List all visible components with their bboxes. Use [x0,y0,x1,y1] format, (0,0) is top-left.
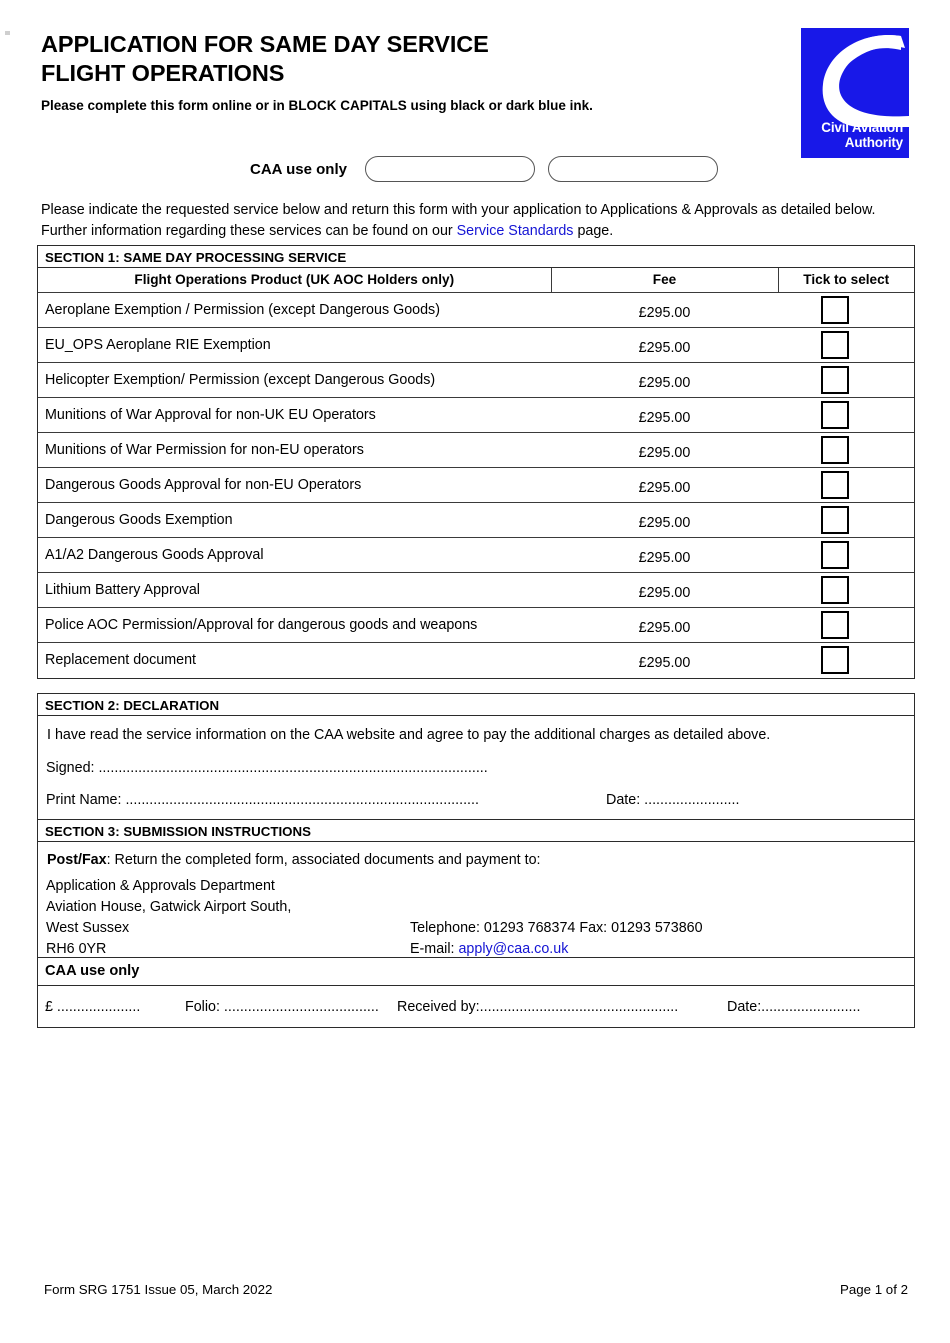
column-header-tick: Tick to select [778,268,914,293]
intro-text-part1: Please indicate the requested service below and return this form with your application to Applications & Approvals as detailed below. Further information regarding these services can be found on our [41,202,876,239]
caa-use-only-label: CAA use only [250,160,347,178]
products-table-body [38,293,914,678]
fee-cell: £295.00 [551,328,778,363]
address-line-1: Application & Approvals Department [46,878,275,894]
fee-cell: £295.00 [551,433,778,468]
table-row [38,503,914,538]
column-header-fee: Fee [551,268,778,293]
product-name-cell: Police AOC Permission/Approval for dangerous goods and weapons [38,608,551,643]
postfax-instruction [46,849,906,876]
caa-use-only-bottom [37,957,915,1028]
document-header [41,30,921,114]
section-2 [37,693,915,821]
section-3 [37,819,915,969]
page-footer [44,1282,908,1297]
contact-details [410,876,703,960]
table-row [38,643,914,678]
folio-field[interactable]: Folio: ....................................... [185,999,379,1015]
tick-cell [778,433,914,468]
service-standards-link[interactable]: Service Standards [456,222,574,239]
tick-cell [778,608,914,643]
fee-cell: £295.00 [551,573,778,608]
fee-cell: £295.00 [551,363,778,398]
section-2-banner: SECTION 2: DECLARATION [38,694,914,716]
address-line-3: West Sussex [46,920,130,936]
table-row [38,538,914,573]
table-row [38,328,914,363]
tick-checkbox[interactable] [821,296,849,324]
caa-use-field-2[interactable] [548,156,718,182]
tick-cell [778,398,914,433]
product-name-cell: Lithium Battery Approval [38,573,551,608]
tick-cell [778,293,914,328]
product-name-cell: A1/A2 Dangerous Goods Approval [38,538,551,573]
fee-cell: £295.00 [551,503,778,538]
fee-cell: £295.00 [551,643,778,678]
signature-field[interactable]: Signed: .................................................................................................. [46,760,488,776]
caa-logo-line-2: Authority [844,134,903,150]
received-by-field[interactable]: Received by:.................................................. [397,999,679,1015]
table-row [38,293,914,328]
fee-cell: £295.00 [551,468,778,503]
email-label: E-mail: [410,941,459,957]
tick-cell [778,573,914,608]
declaration-text: I have read the service information on the CAA website and agree to pay the additional charges as detailed above. [47,727,771,743]
postal-address [46,876,410,960]
fee-cell: £295.00 [551,398,778,433]
product-name-cell: Aeroplane Exemption / Permission (except Dangerous Goods) [38,293,551,328]
tick-checkbox[interactable] [821,331,849,359]
caa-use-only-top [250,156,718,182]
page-subtitle: Please complete this form online or in BLOCK CAPITALS using black or dark blue ink. [41,98,593,113]
caa-logo-text [801,121,903,150]
title-line-2: FLIGHT OPERATIONS [41,60,285,86]
name-date-row [46,776,906,812]
products-table [38,268,914,678]
caa-crescent-icon [801,28,909,128]
caa-logo [801,28,909,158]
telephone-fax-line: Telephone: 01293 768374 Fax: 01293 573860 [410,920,703,936]
tick-checkbox[interactable] [821,401,849,429]
email-link[interactable]: apply@caa.co.uk [458,941,569,957]
declaration-date-field[interactable]: Date: ........................ [606,792,740,808]
page-title [41,30,781,88]
postfax-text: : Return the completed form, associated documents and payment to: [106,852,541,868]
address-line-4: RH6 0YR [46,941,107,957]
fee-cell: £295.00 [551,608,778,643]
caa-use-only-fields [38,986,914,1027]
postfax-label: Post/Fax [47,852,107,868]
scan-artifact [5,31,10,35]
table-row [38,608,914,643]
product-name-cell: Dangerous Goods Approval for non-EU Operators [38,468,551,503]
title-block [41,30,781,114]
intro-paragraph [41,200,919,241]
received-date-field[interactable]: Date:......................... [727,999,861,1015]
product-name-cell: Replacement document [38,643,551,678]
tick-checkbox[interactable] [821,506,849,534]
tick-cell [778,643,914,678]
column-header-product: Flight Operations Product (UK AOC Holders only) [38,268,551,293]
fee-cell: £295.00 [551,538,778,573]
title-line-1: APPLICATION FOR SAME DAY SERVICE [41,31,489,57]
tick-checkbox[interactable] [821,366,849,394]
section-3-banner: SECTION 3: SUBMISSION INSTRUCTIONS [38,820,914,842]
table-row [38,363,914,398]
tick-cell [778,328,914,363]
product-name-cell: Munitions of War Permission for non-EU operators [38,433,551,468]
product-name-cell: Dangerous Goods Exemption [38,503,551,538]
tick-cell [778,468,914,503]
product-name-cell: Helicopter Exemption/ Permission (except Dangerous Goods) [38,363,551,398]
product-name-cell: Munitions of War Approval for non-UK EU Operators [38,398,551,433]
section-1-banner: SECTION 1: SAME DAY PROCESSING SERVICE [38,246,914,268]
section-2-body [38,716,914,820]
table-row [38,398,914,433]
tick-checkbox[interactable] [821,541,849,569]
tick-cell [778,538,914,573]
address-contact-grid [46,876,906,960]
tick-checkbox[interactable] [821,611,849,639]
print-name-field[interactable]: Print Name: ......................................................................................... [46,792,479,808]
caa-use-field-1[interactable] [365,156,535,182]
tick-checkbox[interactable] [821,436,849,464]
tick-cell [778,503,914,538]
table-header-row [38,268,914,293]
caa-use-only-bottom-title: CAA use only [38,958,914,986]
amount-field[interactable]: £ ..................... [45,999,141,1015]
tick-checkbox[interactable] [821,471,849,499]
table-row [38,468,914,503]
form-reference: Form SRG 1751 Issue 05, March 2022 [44,1282,273,1297]
tick-cell [778,363,914,398]
section-3-body [38,842,914,968]
page-number: Page 1 of 2 [839,1282,908,1297]
product-name-cell: EU_OPS Aeroplane RIE Exemption [38,328,551,363]
table-row [38,573,914,608]
tick-checkbox[interactable] [821,576,849,604]
tick-checkbox[interactable] [821,646,849,674]
section-1 [37,245,915,679]
table-row [38,433,914,468]
fee-cell: £295.00 [551,293,778,328]
address-line-2: Aviation House, Gatwick Airport South, [46,899,292,915]
caa-logo-line-1: Civil Aviation [821,120,903,135]
intro-text-part2: page. [573,222,614,239]
